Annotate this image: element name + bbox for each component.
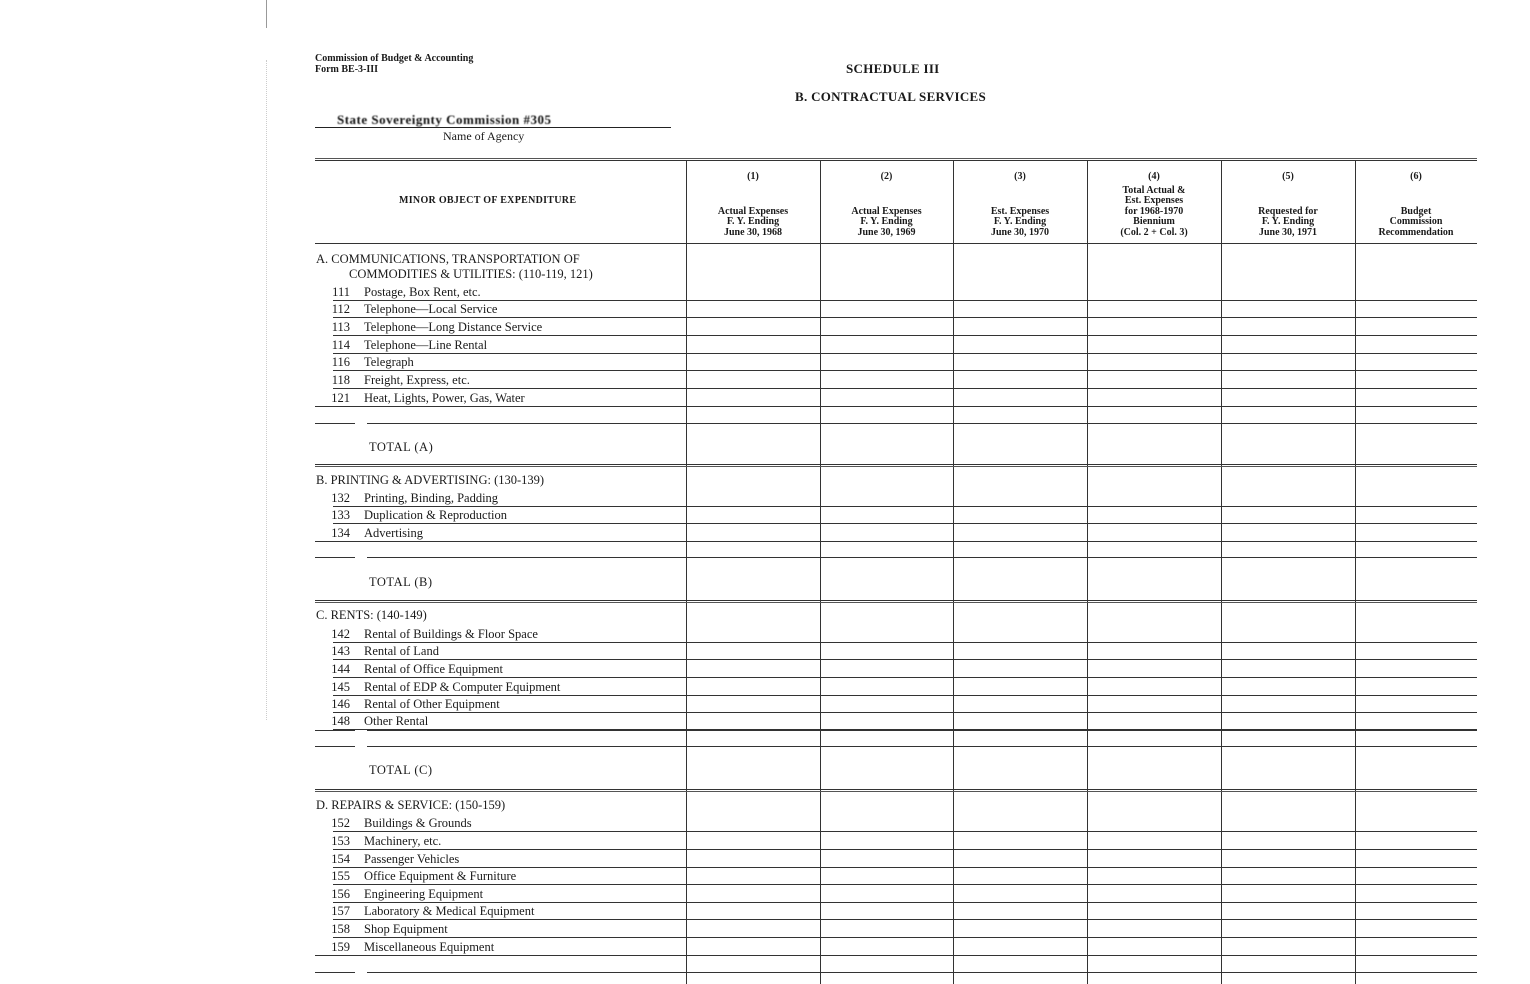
object-code: 121 bbox=[331, 391, 350, 405]
object-label: Telegraph bbox=[364, 355, 414, 369]
object-label: Miscellaneous Equipment bbox=[364, 940, 495, 954]
table-row bbox=[316, 904, 534, 918]
row-rule bbox=[333, 677, 1477, 678]
object-label: Telephone—Local Service bbox=[364, 302, 498, 316]
blank-label-line bbox=[367, 541, 1477, 542]
table-row bbox=[316, 373, 470, 387]
object-code: 142 bbox=[331, 627, 350, 641]
section-total-label: TOTAL (B) bbox=[369, 575, 433, 589]
row-rule bbox=[333, 867, 1477, 868]
schedule-title: SCHEDULE III bbox=[846, 61, 940, 76]
object-code: 153 bbox=[331, 834, 350, 848]
object-label: Freight, Express, etc. bbox=[364, 373, 470, 387]
section-end-rule bbox=[315, 791, 1477, 792]
column-header-line: Actual Expenses bbox=[851, 205, 922, 217]
table-row bbox=[316, 852, 459, 866]
column-divider-1 bbox=[686, 160, 687, 984]
object-code: 159 bbox=[331, 940, 350, 954]
column-header-line: F. Y. Ending bbox=[726, 216, 780, 227]
section-total-label: TOTAL (A) bbox=[369, 440, 434, 454]
row-rule bbox=[333, 353, 1477, 354]
row-rule bbox=[333, 642, 1477, 643]
object-code: 158 bbox=[331, 922, 350, 936]
table-row bbox=[316, 526, 423, 540]
row-rule bbox=[333, 523, 1477, 524]
row-rule bbox=[333, 849, 1477, 850]
table-row bbox=[316, 887, 483, 901]
blank-label-line bbox=[367, 406, 1477, 407]
object-label: Other Rental bbox=[364, 714, 429, 728]
blank-label-line bbox=[367, 423, 1477, 424]
section-title: COMMODITIES & UTILITIES: (110-119, 121) bbox=[349, 267, 593, 281]
object-code: 143 bbox=[331, 644, 350, 658]
table-row bbox=[316, 697, 500, 711]
object-label: Heat, Lights, Power, Gas, Water bbox=[364, 391, 525, 405]
column-number-5: (5) bbox=[1282, 171, 1294, 182]
table-row bbox=[316, 338, 487, 352]
table-row bbox=[316, 940, 494, 954]
object-code: 133 bbox=[331, 508, 350, 522]
section-total-label: TOTAL (C) bbox=[369, 763, 433, 777]
row-rule bbox=[333, 831, 1477, 832]
column-header-line: Budget bbox=[1400, 205, 1432, 217]
column-header-line: Biennium bbox=[1133, 216, 1175, 227]
object-label: Buildings & Grounds bbox=[364, 816, 472, 830]
column-number-4: (4) bbox=[1148, 171, 1160, 182]
agency-caption: Name of Agency bbox=[443, 129, 525, 143]
object-label: Rental of Other Equipment bbox=[364, 697, 500, 711]
blank-code-line bbox=[315, 955, 355, 956]
object-label: Passenger Vehicles bbox=[364, 852, 460, 866]
blank-code-line bbox=[315, 557, 355, 558]
object-label: Engineering Equipment bbox=[364, 887, 484, 901]
object-code: 118 bbox=[331, 373, 350, 387]
blank-code-line bbox=[315, 746, 355, 747]
table-row bbox=[316, 320, 542, 334]
column-header-line: Recommendation bbox=[1378, 226, 1454, 238]
blank-label-line bbox=[367, 972, 1477, 973]
column-divider-3 bbox=[953, 160, 954, 984]
table-row bbox=[316, 508, 507, 522]
schedule-subtitle: B. CONTRACTUAL SERVICES bbox=[795, 89, 987, 104]
object-label: Rental of Office Equipment bbox=[364, 662, 503, 676]
object-code: 116 bbox=[331, 355, 350, 369]
object-label: Telephone—Long Distance Service bbox=[364, 320, 543, 334]
object-code: 148 bbox=[331, 714, 350, 728]
column-header-line: Actual Expenses bbox=[717, 205, 789, 217]
table-row bbox=[316, 302, 497, 316]
table-row bbox=[316, 816, 472, 830]
table-row bbox=[316, 355, 414, 369]
column-header-line: for 1968-1970 bbox=[1124, 205, 1184, 217]
object-code: 111 bbox=[332, 285, 350, 299]
table-top-rule bbox=[315, 160, 1477, 161]
object-code: 112 bbox=[331, 302, 350, 316]
section-title: C. RENTS: (140-149) bbox=[316, 608, 427, 622]
table-row bbox=[316, 680, 560, 694]
column-header-line: F. Y. Ending bbox=[860, 216, 913, 227]
row-rule bbox=[333, 659, 1477, 660]
column-header-line: June 30, 1970 bbox=[990, 226, 1050, 238]
row-rule bbox=[333, 335, 1477, 336]
object-code: 144 bbox=[331, 662, 350, 676]
table-row bbox=[316, 491, 498, 505]
object-code: 156 bbox=[331, 887, 350, 901]
object-label: Rental of Buildings & Floor Space bbox=[364, 627, 538, 641]
blank-code-line bbox=[315, 730, 355, 731]
column-divider-6 bbox=[1355, 160, 1356, 984]
section-title: A. COMMUNICATIONS, TRANSPORTATION OF bbox=[316, 252, 580, 266]
object-code: 145 bbox=[331, 680, 350, 694]
object-label: Office Equipment & Furniture bbox=[364, 869, 517, 883]
column-number-2: (2) bbox=[880, 171, 893, 182]
section-end-rule bbox=[315, 466, 1477, 467]
row-rule bbox=[333, 300, 1477, 301]
table-row bbox=[316, 662, 503, 676]
blank-code-line bbox=[315, 406, 355, 407]
column-number-3: (3) bbox=[1014, 171, 1026, 182]
section-title: B. PRINTING & ADVERTISING: (130-139) bbox=[316, 473, 545, 487]
object-label: Rental of EDP & Computer Equipment bbox=[364, 680, 561, 694]
object-code: 132 bbox=[331, 491, 350, 505]
blank-label-line bbox=[367, 955, 1477, 956]
blank-label-line bbox=[367, 557, 1477, 558]
column-header-line: Est. Expenses bbox=[1124, 195, 1184, 206]
column-divider-2 bbox=[820, 160, 821, 984]
table-row bbox=[316, 644, 439, 658]
row-rule bbox=[333, 902, 1477, 903]
object-label: Laboratory & Medical Equipment bbox=[364, 904, 535, 918]
row-rule bbox=[333, 388, 1477, 389]
column-header-minor-object: MINOR OBJECT OF EXPENDITURE bbox=[399, 195, 577, 206]
table-top-rule bbox=[315, 158, 1477, 159]
column-divider-4 bbox=[1087, 160, 1088, 984]
object-label: Machinery, etc. bbox=[364, 834, 442, 848]
row-rule bbox=[333, 506, 1477, 507]
row-rule bbox=[333, 884, 1477, 885]
blank-code-line bbox=[315, 423, 355, 424]
row-rule bbox=[333, 937, 1477, 938]
column-number-1: (1) bbox=[747, 171, 759, 182]
column-header-line: June 30, 1968 bbox=[723, 226, 783, 238]
object-label: Postage, Box Rent, etc. bbox=[364, 285, 481, 299]
column-header-line: (Col. 2 + Col. 3) bbox=[1120, 226, 1188, 238]
blank-code-line bbox=[315, 541, 355, 542]
table-row bbox=[316, 922, 448, 936]
column-header-line: June 30, 1971 bbox=[1258, 226, 1318, 238]
column-header-line: June 30, 1969 bbox=[857, 226, 916, 238]
table-row bbox=[316, 285, 481, 299]
object-code: 113 bbox=[331, 320, 350, 334]
row-rule bbox=[333, 317, 1477, 318]
row-rule bbox=[333, 695, 1477, 696]
section-end-rule bbox=[315, 602, 1477, 603]
object-code: 157 bbox=[331, 904, 350, 918]
object-label: Rental of Land bbox=[364, 644, 439, 658]
column-header-line: F. Y. Ending bbox=[993, 216, 1047, 227]
table-row bbox=[316, 627, 538, 641]
object-code: 155 bbox=[331, 869, 350, 883]
section-end-rule bbox=[315, 464, 1477, 465]
column-header-line: Requested for bbox=[1258, 205, 1318, 217]
blank-label-line bbox=[367, 746, 1477, 747]
object-code: 154 bbox=[331, 852, 350, 866]
table-row bbox=[316, 714, 428, 728]
row-rule bbox=[333, 712, 1477, 713]
blank-code-line bbox=[315, 972, 355, 973]
object-label: Shop Equipment bbox=[364, 922, 448, 936]
form-number: Form BE-3-III bbox=[315, 64, 379, 75]
section-title: D. REPAIRS & SERVICE: (150-159) bbox=[316, 798, 506, 812]
object-code: 134 bbox=[331, 526, 350, 540]
object-label: Duplication & Reproduction bbox=[364, 508, 508, 522]
agency-name-value: State Sovereignty Commission #305 bbox=[337, 112, 552, 127]
section-end-rule bbox=[315, 789, 1477, 790]
object-label: Printing, Binding, Padding bbox=[364, 491, 499, 505]
column-header-line: Total Actual & bbox=[1122, 184, 1186, 196]
object-label: Advertising bbox=[364, 526, 424, 540]
header-bottom-rule bbox=[315, 243, 1477, 244]
section-end-rule bbox=[315, 600, 1477, 601]
object-code: 114 bbox=[331, 338, 350, 352]
table-row bbox=[316, 834, 441, 848]
column-header-line: F. Y. Ending bbox=[1261, 216, 1315, 227]
column-divider-5 bbox=[1221, 160, 1222, 984]
blank-label-line bbox=[367, 730, 1477, 731]
table-row bbox=[316, 869, 516, 883]
row-rule bbox=[333, 919, 1477, 920]
object-code: 146 bbox=[331, 697, 350, 711]
object-code: 152 bbox=[331, 816, 350, 830]
column-header-line: Commission bbox=[1389, 216, 1443, 227]
org-name: Commission of Budget & Accounting bbox=[315, 53, 474, 64]
row-rule bbox=[333, 370, 1477, 371]
table-row bbox=[316, 391, 525, 405]
object-label: Telephone—Line Rental bbox=[364, 338, 488, 352]
column-number-6: (6) bbox=[1410, 171, 1422, 182]
column-header-line: Est. Expenses bbox=[990, 205, 1050, 217]
